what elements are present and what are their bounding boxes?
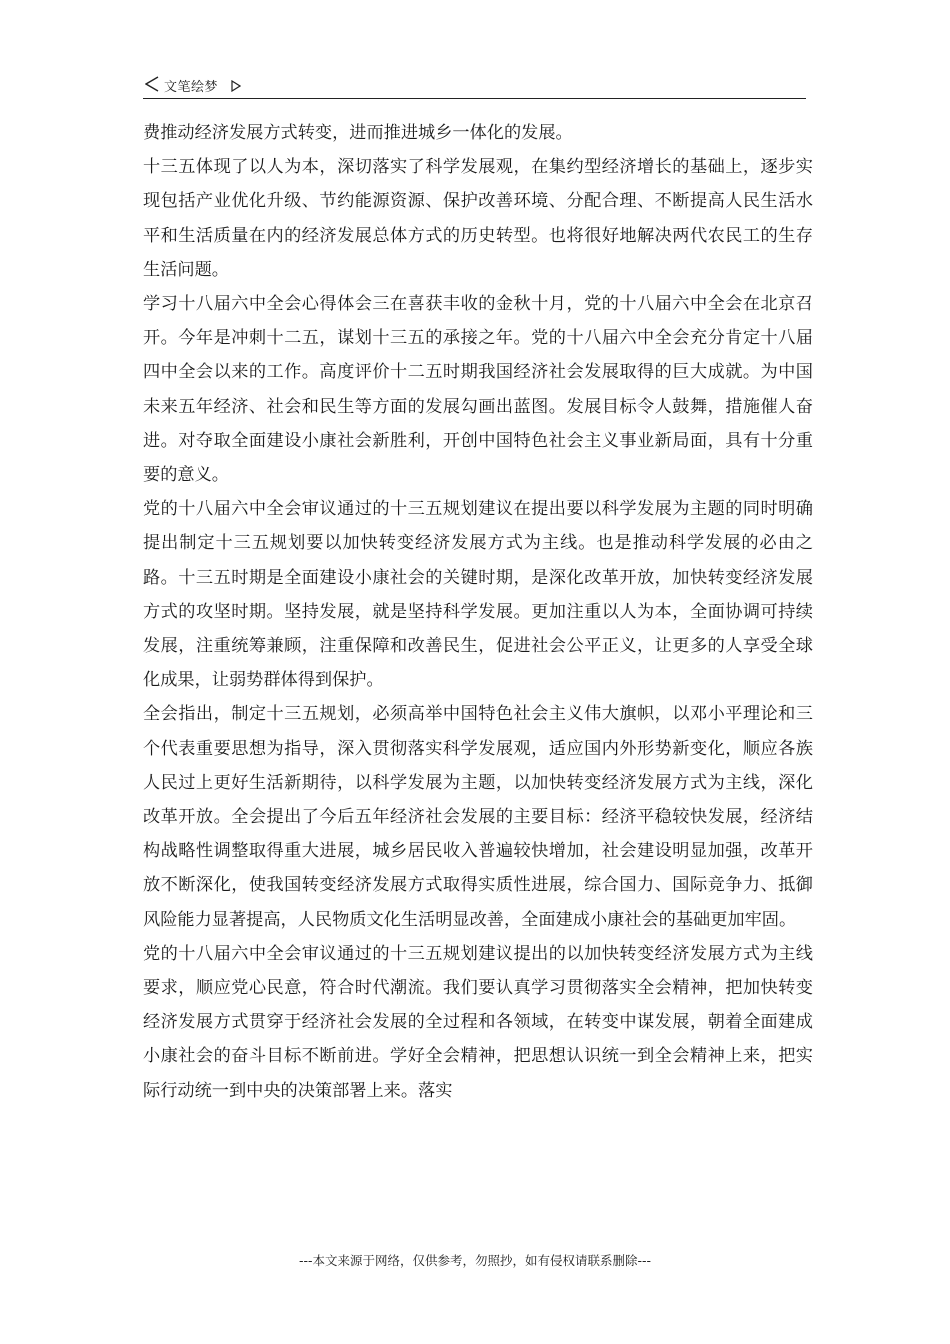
paragraph: 全会指出，制定十三五规划，必须高举中国特色社会主义伟大旗帜，以邓小平理论和三个代表重要思想为指导，深入贯彻落实科学发展观，适应国内外形势新变化，顺应各族人民过上更好生活新期待，以科学发展为主题，以加快转变经济发展方式为主线，深化改革开放。全会提出了今后五年经济社会发展的主要目标：经济平稳较快发展，经济结构战略性调整取得重大进展，城乡居民收入普遍较快增加，社会建设明显加强，改革开放不断深化，使我国转变经济发展方式取得实质性进展，综合国力、国际竞争力、抵御风险能力显著提高，人民物质文化生活明显改善，全面建成小康社会的基础更加牢固。 (143, 704, 813, 930)
paragraph: 党的十八届六中全会审议通过的十三五规划建议提出的以加快转变经济发展方式为主线要求，顺应党心民意，符合时代潮流。我们要认真学习贯彻落实全会精神，把加快转变经济发展方式贯穿于经济社会发展的全过程和各领域，在转变中谋发展，朝着全面建成小康社会的奋斗目标不断前进。学好全会精神，把思想认识统一到全会精神上来，把实际行动统一到中央的决策部署上来。落实 (143, 943, 813, 1101)
document-body (143, 116, 813, 1108)
paragraph: 费推动经济发展方式转变，进而推进城乡一体化的发展。 (143, 123, 573, 143)
paragraph: 学习十八届六中全会心得体会三在喜获丰收的金秋十月，党的十八届六中全会在北京召开。今年是冲刺十二五，谋划十三五的承接之年。党的十八届六中全会充分肯定十八届四中全会以来的工作。高度评价十二五时期我国经济社会发展取得的巨大成就。为中国未来五年经济、社会和民生等方面的发展勾画出蓝图。发展目标令人鼓舞，措施催人奋进。对夺取全面建设小康社会新胜利，开创中国特色社会主义事业新局面，具有十分重要的意义。 (143, 294, 813, 486)
paragraph: 党的十八届六中全会审议通过的十三五规划建议在提出要以科学发展为主题的同时明确提出制定十三五规划要以加快转变经济发展方式为主线。也是推动科学发展的必由之路。十三五时期是全面建设小康社会的关键时期，是深化改革开放，加快转变经济发展方式的攻坚时期。坚持发展，就是坚持科学发展。更加注重以人为本，全面协调可持续发展，注重统筹兼顾，注重保障和改善民生，促进社会公平正义，让更多的人享受全球化成果，让弱势群体得到保护。 (143, 499, 813, 691)
triangle-right-icon (231, 77, 241, 96)
footer-notice: ---本文来源于网络，仅供参考，勿照抄，如有侵权请联系删除--- (298, 1253, 652, 1268)
page-header (143, 72, 806, 99)
header-brand: 文笔绘梦 (164, 80, 219, 95)
paragraph: 十三五体现了以人为本，深切落实了科学发展观，在集约型经济增长的基础上，逐步实现包括产业优化升级、节约能源资源、保护改善环境、分配合理、不断提高人民生活水平和生活质量在内的经济发展总体方式的历史转型。也将很好地解决两代农民工的生存生活问题。 (143, 157, 813, 280)
triangle-left-icon (145, 76, 159, 96)
